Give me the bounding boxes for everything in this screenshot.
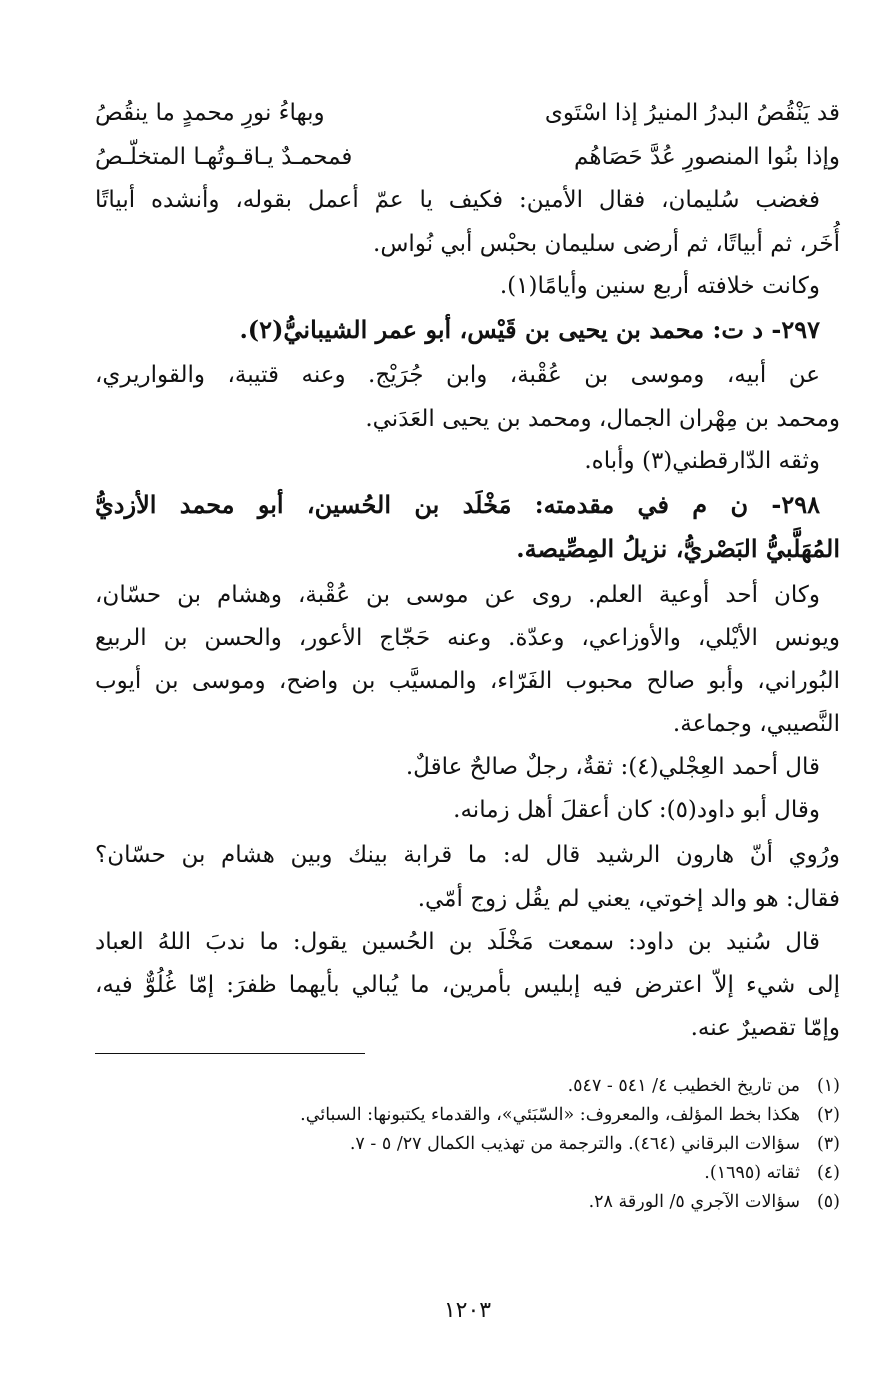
- footnote-text: سؤالات الآجري ٥/ الورقة ٢٨.: [588, 1192, 800, 1212]
- footnote-text: من تاريخ الخطيب ٤/ ٥٤١ - ٥٤٧.: [567, 1076, 800, 1096]
- text-line: ورُوي أنّ هارون الرشيد قال له: ما قرابة بينك وبين هشام بن حسّان؟: [95, 842, 840, 868]
- poem-hemistich: فمحمـدٌ يـاقـوتُهـا المتخلّـصُ: [95, 144, 353, 170]
- footnote-text: سؤالات البرقاني (٤٦٤). والترجمة من تهذيب الكمال ٢٧/ ٥ - ٧.: [349, 1134, 800, 1154]
- footnote-text: ثقاته (١٦٩٥).: [704, 1163, 800, 1183]
- text-line: إلى شيء إلاّ اعترض فيه إبليس بأمرين، ما يُبالي بأيهما ظفرَ: إمّا غُلُوٌّ فيه،: [95, 972, 840, 998]
- text-line: فغضب سُليمان، فقال الأمين: فكيف يا عمّ أعمل بقوله، وأنشده أبياتًا: [95, 187, 820, 213]
- footnote: [704, 1161, 840, 1185]
- footnote-separator: [95, 1053, 365, 1054]
- text-line: وقال أبو داود(٥): كان أعقلَ أهل زمانه.: [453, 797, 820, 823]
- text-line: النَّصيبي، وجماعة.: [672, 711, 840, 737]
- footnote: [350, 1132, 840, 1156]
- text-line: البُوراني، وأبو صالح محبوب الفَرّاء، والمسيَّب بن واضح، وموسى بن أيوب: [95, 668, 840, 694]
- footnote-number: (٤): [816, 1163, 840, 1183]
- poem-hemistich: قد يَنْقُصُ البدرُ المنيرُ إذا اسْتَوى: [544, 100, 840, 126]
- poem-hemistich: وإذا بنُوا المنصورِ عُدَّ حَصَاهُم: [574, 144, 840, 170]
- footnote-number: (٥): [816, 1192, 840, 1212]
- text-line: وكان أحد أوعية العلم. روى عن موسى بن عُقْبة، وهشام بن حسّان،: [95, 582, 820, 608]
- entry-heading: ٢٩٧- د ت: محمد بن يحيى بن قَيْس، أبو عمر الشيبانيُّ(٢).: [239, 315, 820, 344]
- text-line: فقال: هو والد إخوتي، يعني لم يقُل زوج أمّي.: [417, 886, 840, 912]
- footnote-number: (٢): [816, 1105, 840, 1125]
- entry-heading: المُهَلَّبيُّ البَصْريُّ، نزيلُ المِصِّيصة.: [516, 534, 840, 563]
- footnote: [300, 1103, 840, 1127]
- footnote: [589, 1190, 840, 1214]
- poem-hemistich: وبهاءُ نورِ محمدٍ ما ينقُصُ: [95, 100, 325, 126]
- footnote-number: (١): [816, 1076, 840, 1096]
- footnote-number: (٣): [816, 1134, 840, 1154]
- text-line: قال أحمد العِجْلي(٤): ثقةٌ، رجلٌ صالحٌ عاقلٌ.: [405, 754, 820, 780]
- text-line: ومحمد بن مِهْران الجمال، ومحمد بن يحيى العَدَني.: [365, 406, 840, 432]
- footnote-text: هكذا بخط المؤلف، والمعروف: «السّبَئي»، والقدماء يكتبونها: السبائي.: [300, 1105, 800, 1125]
- text-line: وكانت خلافته أربع سنين وأيامًا(١).: [499, 273, 820, 299]
- poem-line-2: [95, 142, 840, 172]
- footnote: [568, 1074, 840, 1098]
- page-number: ١٢٠٣: [443, 1298, 492, 1323]
- text-line: ويونس الأيْلي، والأوزاعي، وعدّة. وعنه حَجّاج الأعور، والحسن بن الربيع: [95, 625, 840, 651]
- text-line: أُخَر، ثم أبياتًا، ثم أرضى سليمان بحبْس أبي نُواس.: [373, 231, 840, 257]
- text-line: عن أبيه، وموسى بن عُقْبة، وابن جُرَيْج. وعنه قتيبة، والقواريري،: [95, 362, 820, 388]
- text-line: وإمّا تقصيرٌ عنه.: [690, 1015, 840, 1041]
- text-line: قال سُنيد بن داود: سمعت مَخْلَد بن الحُسين يقول: ما ندبَ اللهُ العباد: [95, 929, 820, 955]
- entry-heading: ٢٩٨- ن م في مقدمته: مَخْلَد بن الحُسين، أبو محمد الأزديُّ: [95, 490, 820, 519]
- poem-line-1: [95, 98, 840, 128]
- text-line: وثقه الدّارقطني(٣) وأباه.: [584, 448, 820, 474]
